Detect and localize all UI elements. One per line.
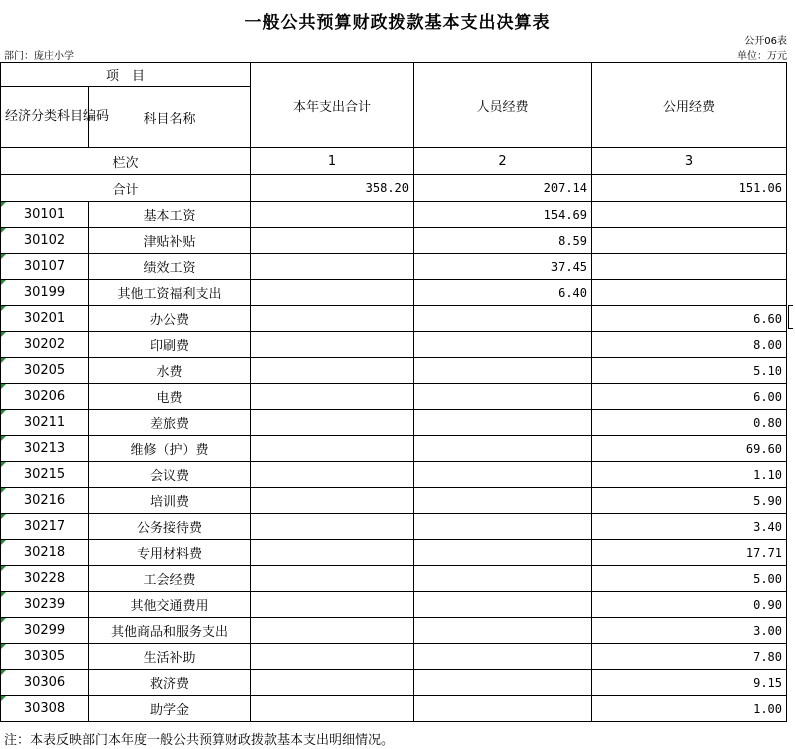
total-personnel[interactable]: 207.14 xyxy=(414,175,592,202)
cell-code[interactable]: 30228 xyxy=(1,566,89,592)
table-row xyxy=(1,254,787,280)
table-row xyxy=(1,332,787,358)
cell-name[interactable]: 其他交通费用 xyxy=(89,592,251,618)
cell-personnel[interactable] xyxy=(414,462,592,488)
cell-total[interactable] xyxy=(251,228,414,254)
cell-code[interactable]: 30239 xyxy=(1,592,89,618)
cell-personnel[interactable]: 154.69 xyxy=(414,202,592,228)
cell-code[interactable]: 30205 xyxy=(1,358,89,384)
cell-name[interactable]: 培训费 xyxy=(89,488,251,514)
table-row xyxy=(1,228,787,254)
cell-total[interactable] xyxy=(251,410,414,436)
cell-public[interactable]: 0.80 xyxy=(592,410,787,436)
cell-personnel[interactable] xyxy=(414,566,592,592)
cell-code[interactable]: 30206 xyxy=(1,384,89,410)
cell-total[interactable] xyxy=(251,696,414,722)
cell-public[interactable]: 7.80 xyxy=(592,644,787,670)
cell-code[interactable]: 30218 xyxy=(1,540,89,566)
cell-personnel[interactable] xyxy=(414,540,592,566)
table-row xyxy=(1,306,787,332)
cell-code[interactable]: 30299 xyxy=(1,618,89,644)
cell-personnel[interactable]: 8.59 xyxy=(414,228,592,254)
cell-personnel[interactable] xyxy=(414,436,592,462)
cell-public[interactable] xyxy=(592,280,787,306)
cell-total[interactable] xyxy=(251,618,414,644)
cell-total[interactable] xyxy=(251,436,414,462)
seq-3[interactable]: 3 xyxy=(592,148,787,175)
cell-name[interactable]: 基本工资 xyxy=(89,202,251,228)
cell-personnel[interactable] xyxy=(414,618,592,644)
table-row xyxy=(1,358,787,384)
table-row xyxy=(1,280,787,306)
total-public[interactable]: 151.06 xyxy=(592,175,787,202)
cell-code[interactable]: 30308 xyxy=(1,696,89,722)
table-row xyxy=(1,436,787,462)
header-code[interactable]: 经济分类科目编码 xyxy=(1,87,89,148)
cell-personnel[interactable] xyxy=(414,384,592,410)
unit-label: 单位：万元 xyxy=(737,51,787,62)
cell-public[interactable]: 5.10 xyxy=(592,358,787,384)
cell-public[interactable]: 17.71 xyxy=(592,540,787,566)
cell-code[interactable]: 30305 xyxy=(1,644,89,670)
seq-2[interactable]: 2 xyxy=(414,148,592,175)
total-sum[interactable]: 358.20 xyxy=(251,175,414,202)
cell-total[interactable] xyxy=(251,540,414,566)
cell-personnel[interactable] xyxy=(414,306,592,332)
cell-name[interactable]: 其他商品和服务支出 xyxy=(89,618,251,644)
cell-personnel[interactable]: 37.45 xyxy=(414,254,592,280)
cell-public[interactable]: 69.60 xyxy=(592,436,787,462)
cell-name[interactable]: 救济费 xyxy=(89,670,251,696)
cell-total[interactable] xyxy=(251,254,414,280)
cell-total[interactable] xyxy=(251,644,414,670)
cell-total[interactable] xyxy=(251,280,414,306)
header-personnel[interactable]: 人员经费 xyxy=(414,63,592,148)
cell-code[interactable]: 30102 xyxy=(1,228,89,254)
department-label: 部门：庞庄小学 xyxy=(4,51,74,62)
cell-total[interactable] xyxy=(251,566,414,592)
seq-1[interactable]: 1 xyxy=(251,148,414,175)
cell-total[interactable] xyxy=(251,306,414,332)
cell-public[interactable]: 5.00 xyxy=(592,566,787,592)
expenditure-table xyxy=(0,62,787,722)
cell-name[interactable]: 印刷费 xyxy=(89,332,251,358)
cell-public[interactable]: 5.90 xyxy=(592,488,787,514)
cell-public[interactable]: 8.00 xyxy=(592,332,787,358)
footnote: 注：本表反映部门本年度一般公共预算财政拨款基本支出明细情况。 xyxy=(4,733,395,748)
cell-total[interactable] xyxy=(251,514,414,540)
cell-code[interactable]: 30201 xyxy=(1,306,89,332)
table-row xyxy=(1,384,787,410)
cell-name[interactable]: 会议费 xyxy=(89,462,251,488)
cell-public[interactable]: 1.10 xyxy=(592,462,787,488)
cell-public[interactable]: 0.90 xyxy=(592,592,787,618)
cell-personnel[interactable] xyxy=(414,670,592,696)
cell-name[interactable]: 公务接待费 xyxy=(89,514,251,540)
cell-personnel[interactable] xyxy=(414,644,592,670)
header-item[interactable]: 项 目 xyxy=(1,63,251,87)
cell-total[interactable] xyxy=(251,592,414,618)
cell-name[interactable]: 办公费 xyxy=(89,306,251,332)
table-row xyxy=(1,566,787,592)
cell-personnel[interactable]: 6.40 xyxy=(414,280,592,306)
cell-code[interactable]: 30211 xyxy=(1,410,89,436)
cell-total[interactable] xyxy=(251,332,414,358)
cell-public[interactable]: 9.15 xyxy=(592,670,787,696)
seq-label[interactable]: 栏次 xyxy=(1,148,251,175)
table-row xyxy=(1,592,787,618)
cell-personnel[interactable] xyxy=(414,514,592,540)
cell-public[interactable]: 3.40 xyxy=(592,514,787,540)
cell-total[interactable] xyxy=(251,384,414,410)
cell-total[interactable] xyxy=(251,202,414,228)
cell-code[interactable]: 30199 xyxy=(1,280,89,306)
cell-code[interactable]: 30107 xyxy=(1,254,89,280)
cell-public[interactable] xyxy=(592,202,787,228)
cell-total[interactable] xyxy=(251,358,414,384)
cell-name[interactable]: 维修（护）费 xyxy=(89,436,251,462)
total-label[interactable]: 合计 xyxy=(1,175,251,202)
cell-name[interactable]: 工会经费 xyxy=(89,566,251,592)
cell-personnel[interactable] xyxy=(414,358,592,384)
table-row xyxy=(1,618,787,644)
cell-name[interactable]: 其他工资福利支出 xyxy=(89,280,251,306)
cell-code[interactable]: 30215 xyxy=(1,462,89,488)
cell-name[interactable]: 差旅费 xyxy=(89,410,251,436)
cell-public[interactable] xyxy=(592,254,787,280)
cell-code[interactable]: 30101 xyxy=(1,202,89,228)
cell-code[interactable]: 30216 xyxy=(1,488,89,514)
cell-name[interactable]: 生活补助 xyxy=(89,644,251,670)
cell-personnel[interactable] xyxy=(414,410,592,436)
cell-public[interactable]: 6.60 xyxy=(592,306,787,332)
table-row xyxy=(1,462,787,488)
table-row xyxy=(1,670,787,696)
cell-selection-cursor xyxy=(788,305,793,329)
cell-personnel[interactable] xyxy=(414,332,592,358)
table-row xyxy=(1,644,787,670)
cell-code[interactable]: 30213 xyxy=(1,436,89,462)
cell-code[interactable]: 30202 xyxy=(1,332,89,358)
cell-name[interactable]: 津贴补贴 xyxy=(89,228,251,254)
report-title: 一般公共预算财政拨款基本支出决算表 xyxy=(244,13,551,33)
cell-public[interactable]: 6.00 xyxy=(592,384,787,410)
form-number: 公开06表 xyxy=(744,36,787,47)
cell-public[interactable] xyxy=(592,228,787,254)
cell-public[interactable]: 1.00 xyxy=(592,696,787,722)
table-row xyxy=(1,696,787,722)
table-row xyxy=(1,202,787,228)
header-public[interactable]: 公用经费 xyxy=(592,63,787,148)
table-row xyxy=(1,410,787,436)
cell-total[interactable] xyxy=(251,488,414,514)
table-row xyxy=(1,540,787,566)
cell-personnel[interactable] xyxy=(414,696,592,722)
cell-total[interactable] xyxy=(251,670,414,696)
cell-name[interactable]: 绩效工资 xyxy=(89,254,251,280)
header-name[interactable]: 科目名称 xyxy=(89,87,251,148)
cell-name[interactable]: 助学金 xyxy=(89,696,251,722)
cell-total[interactable] xyxy=(251,462,414,488)
cell-public[interactable]: 3.00 xyxy=(592,618,787,644)
cell-code[interactable]: 30217 xyxy=(1,514,89,540)
cell-personnel[interactable] xyxy=(414,592,592,618)
table-row xyxy=(1,514,787,540)
header-total[interactable]: 本年支出合计 xyxy=(251,63,414,148)
table-row xyxy=(1,488,787,514)
cell-name[interactable]: 专用材料费 xyxy=(89,540,251,566)
cell-code[interactable]: 30306 xyxy=(1,670,89,696)
cell-personnel[interactable] xyxy=(414,488,592,514)
cell-name[interactable]: 水费 xyxy=(89,358,251,384)
cell-name[interactable]: 电费 xyxy=(89,384,251,410)
